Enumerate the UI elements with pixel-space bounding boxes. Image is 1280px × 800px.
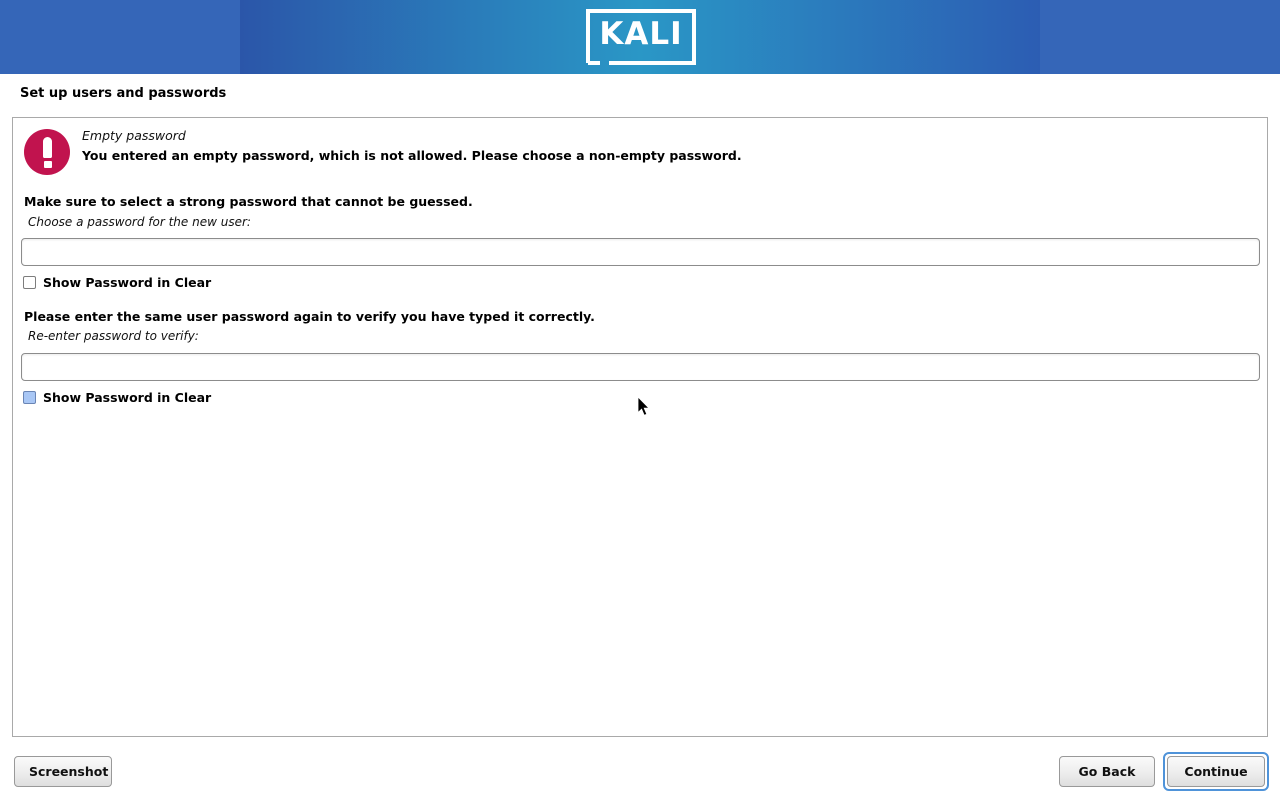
mouse-cursor-icon — [637, 397, 651, 417]
exclamation-dot — [44, 161, 52, 168]
continue-button[interactable]: Continue — [1167, 756, 1265, 787]
page-title: Set up users and passwords — [20, 86, 227, 101]
verify-password-input[interactable] — [21, 353, 1260, 381]
show-password-checkbox-2[interactable] — [23, 391, 36, 404]
main-panel — [12, 117, 1268, 737]
exclamation-bar — [43, 137, 52, 158]
show-password-checkbox-row-2[interactable] — [23, 390, 211, 405]
go-back-button[interactable]: Go Back — [1059, 756, 1155, 787]
show-password-label-1[interactable]: Show Password in Clear — [43, 275, 212, 290]
error-title: Empty password — [82, 128, 186, 143]
verify-field-label: Re-enter password to verify: — [28, 329, 199, 343]
password-instruction: Make sure to select a strong password that cannot be guessed. — [24, 194, 473, 209]
show-password-checkbox-1[interactable] — [23, 276, 36, 289]
error-exclamation-icon — [24, 129, 70, 175]
error-message: You entered an empty password, which is not allowed. Please choose a non-empty password. — [82, 148, 742, 163]
show-password-checkbox-row-1[interactable] — [23, 275, 211, 290]
kali-logo-text: KALI — [599, 16, 683, 52]
header-banner — [0, 0, 1280, 74]
verify-instruction: Please enter the same user password again to verify you have typed it correctly. — [24, 309, 595, 324]
password-field-label: Choose a password for the new user: — [28, 215, 251, 229]
screenshot-button[interactable]: Screenshot — [14, 756, 112, 787]
kali-logo-icon — [586, 9, 696, 65]
show-password-label-2[interactable]: Show Password in Clear — [43, 390, 212, 405]
password-input[interactable] — [21, 238, 1260, 266]
